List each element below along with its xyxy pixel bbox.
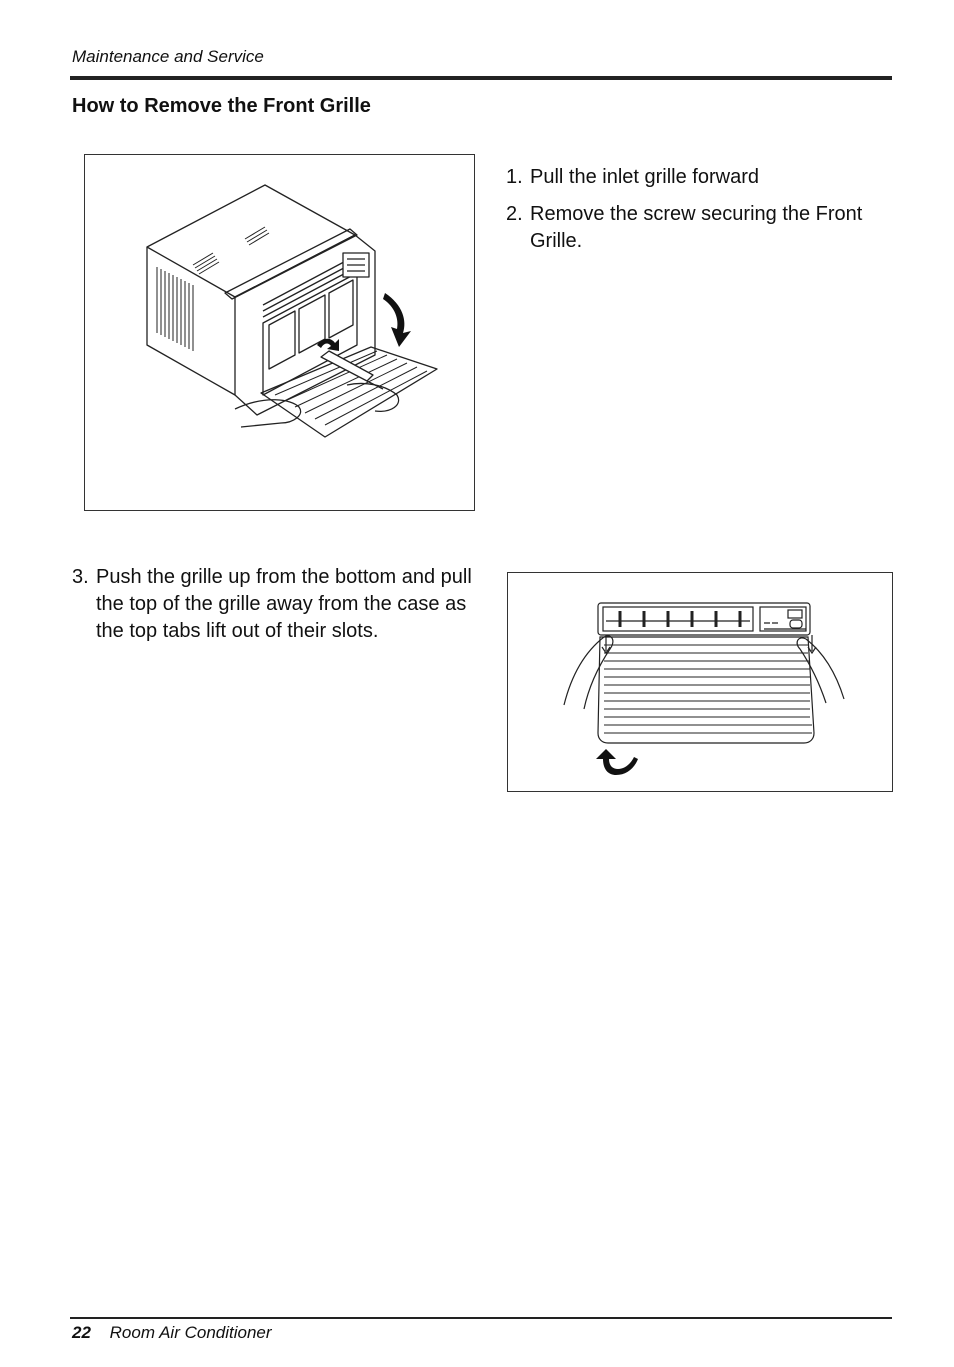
- steps-bottom: [72, 564, 492, 655]
- step-number: 1.: [506, 166, 523, 188]
- footer-rule: [70, 1317, 892, 1319]
- page-number: 22: [72, 1323, 91, 1342]
- step-number: 2.: [506, 203, 523, 225]
- step-1: [506, 164, 886, 191]
- header-rule: [70, 76, 892, 80]
- front-grille-illustration: [508, 573, 892, 791]
- page-footer: [72, 1323, 272, 1343]
- section-header: Maintenance and Service: [72, 47, 264, 66]
- step-text: Pull the inlet grille forward: [530, 166, 759, 188]
- page-title: How to Remove the Front Grille: [72, 95, 371, 117]
- steps-top: [506, 164, 886, 265]
- ac-unit-illustration: [85, 155, 474, 510]
- figure-front-grille: [507, 572, 893, 792]
- step-3: [72, 564, 492, 645]
- product-name: Room Air Conditioner: [109, 1323, 272, 1342]
- step-number: 3.: [72, 566, 89, 588]
- step-text: Remove the screw securing the Front Grille.: [530, 203, 863, 252]
- figure-inlet-grille: [84, 154, 475, 511]
- step-2: [506, 201, 886, 255]
- step-text: Push the grille up from the bottom and pull the top of the grille away from the case as the top tabs lift out of their slots.: [96, 566, 472, 642]
